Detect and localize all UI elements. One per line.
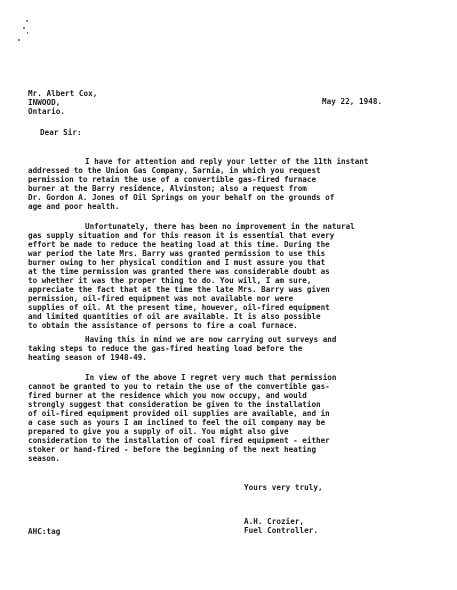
paragraph-line: to obtain the assistance of persons to fire a coal furnace. bbox=[28, 321, 298, 330]
speck bbox=[18, 39, 20, 41]
speck bbox=[26, 20, 28, 22]
paragraph-line: permission, oil-fired equipment was not available nor were bbox=[28, 294, 294, 303]
paragraph-line: appreciate the fact that at the time the late Mrs. Barry was given bbox=[28, 285, 330, 294]
paragraph-line: stoker or hand-fired - before the beginning of the next heating bbox=[28, 445, 317, 454]
paragraph-line: effort be made to reduce the heating load at this time. During the bbox=[28, 240, 330, 249]
paragraph-line: strongly suggest that consideration be given to the installation bbox=[28, 400, 321, 409]
paragraph-line: Having this in mind we are now carrying out surveys and bbox=[85, 335, 337, 344]
paragraph-line: gas supply situation and for this reason it is essential that every bbox=[28, 231, 335, 240]
letter-date: May 22, 1948. bbox=[322, 97, 383, 106]
paragraph-line: In view of the above I regret very much that permission bbox=[85, 373, 337, 382]
complimentary-close: Yours very truly, bbox=[244, 483, 323, 492]
reference-initials: AHC:tag bbox=[28, 527, 61, 536]
paragraph-line: Dr. Gordon A. Jones of Oil Springs on your behalf on the grounds of bbox=[28, 193, 335, 202]
paragraph-line: burner at the Barry residence, Alvinston; also a request from bbox=[28, 184, 307, 193]
paragraph-1 bbox=[28, 157, 438, 211]
paragraph-4 bbox=[28, 373, 438, 463]
paragraph-line: to whether it was the proper thing to do. You will, I am sure, bbox=[28, 276, 312, 285]
paragraph-line: supplies of oil. At the present time, however, oil-fired equipment bbox=[28, 303, 330, 312]
paragraph-2 bbox=[28, 222, 438, 330]
speck bbox=[23, 27, 25, 29]
paragraph-line: at the time permission was granted there was considerable doubt as bbox=[28, 267, 330, 276]
paragraph-line: taking steps to reduce the gas-fired heating load before the bbox=[28, 344, 303, 353]
paragraph-line: and limited quantities of oil are available. It is also possible bbox=[28, 312, 321, 321]
paragraph-line: burner owing to her physical condition and I must assure you that bbox=[28, 258, 326, 267]
signatory-name: A.H. Crozier, bbox=[244, 517, 305, 526]
paper-specks bbox=[14, 18, 34, 48]
paragraph-3 bbox=[28, 335, 438, 362]
paragraph-line: I have for attention and reply your letter of the 11th instant bbox=[85, 157, 369, 166]
paragraph-line: a case such as yours I am inclined to feel the oil company may be bbox=[28, 418, 326, 427]
speck bbox=[27, 32, 28, 34]
recipient-province: Ontario. bbox=[28, 107, 65, 116]
paragraph-line: addressed to the Union Gas Company, Sarnia, in which you request bbox=[28, 166, 321, 175]
paragraph-line: cannot be granted to you to retain the use of the convertible gas- bbox=[28, 382, 330, 391]
paragraph-line: heating season of 1948-49. bbox=[28, 353, 147, 362]
recipient-town: INWOOD, bbox=[28, 98, 61, 107]
paragraph-line: war period the late Mrs. Barry was granted permission to use this bbox=[28, 249, 326, 258]
signatory-title: Fuel Controller. bbox=[244, 526, 318, 535]
paragraph-line: season. bbox=[28, 454, 61, 463]
paragraph-line: age and poor health. bbox=[28, 202, 120, 211]
salutation: Dear Sir: bbox=[40, 128, 82, 137]
paragraph-line: of oil-fired equipment provided oil supplies are available, and in bbox=[28, 409, 330, 418]
paragraph-line: consideration to the installation of coal fired equipment - either bbox=[28, 436, 330, 445]
paragraph-line: prepared to give you a supply of oil. You might also give bbox=[28, 427, 289, 436]
paragraph-line: permission to retain the use of a convertible gas-fired furnace bbox=[28, 175, 317, 184]
paragraph-line: fired burner at the residence which you now occupy, and would bbox=[28, 391, 307, 400]
paragraph-line: Unfortunately, there has been no improvement in the natural bbox=[85, 222, 355, 231]
recipient-name: Mr. Albert Cox, bbox=[28, 89, 98, 98]
